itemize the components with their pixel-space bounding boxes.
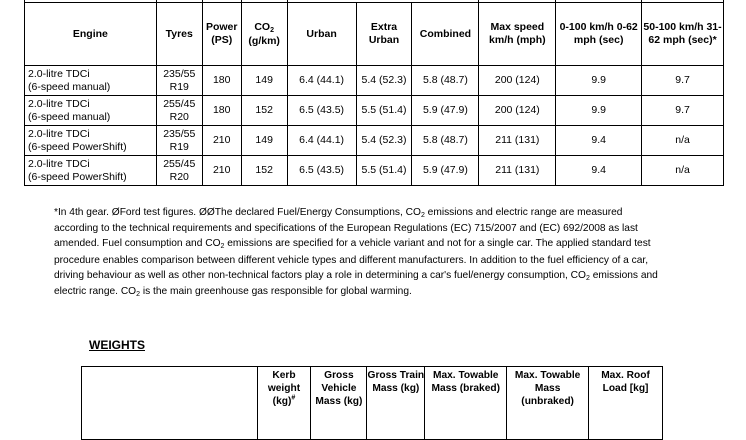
- tyre-size: 255/45: [163, 157, 196, 170]
- kerb-weight-footnote-mark: #: [291, 394, 296, 402]
- co2-header-subscript: 2: [270, 26, 274, 34]
- footnote-text-4: emissions and electric range. CO: [54, 269, 658, 298]
- kerb-weight-header: [257, 367, 311, 440]
- accel-50-100-header: 50-100 km/h 31-62 mph (sec)*: [642, 3, 724, 66]
- accel-0-100-header: 0-100 km/h 0-62 mph (sec): [556, 3, 642, 66]
- tyres-cell: [156, 66, 202, 96]
- engine-cell: [25, 156, 157, 186]
- power-header: Power (PS): [202, 3, 241, 66]
- co2-header-unit: (g/km): [248, 34, 280, 47]
- max-speed-cell: 200 (124): [479, 66, 556, 96]
- table-row: [25, 156, 724, 186]
- co2-subscript: 2: [136, 291, 141, 299]
- co2-subscript: 2: [585, 274, 590, 282]
- extra-urban-cell: 5.5 (51.4): [356, 96, 412, 126]
- combined-cell: 5.8 (48.7): [412, 126, 479, 156]
- column-header-row: [25, 3, 724, 66]
- max-towable-unbraked-header: Max. Towable Mass (unbraked): [507, 367, 589, 440]
- footnote-text-2: emissions and electric range are measured according to the technical requirements and specifications of the European Regulations (EC) 715/2007 and (EC) 692/2008 as last amended. Fuel consumption and CO: [54, 207, 638, 250]
- engine-specs-table: [24, 0, 724, 186]
- tyre-size: 255/45: [163, 97, 196, 110]
- combined-cell: 5.8 (48.7): [412, 66, 479, 96]
- weights-table: [81, 366, 663, 440]
- engine-name: 2.0-litre TDCi: [28, 97, 90, 110]
- weights-blank-header: [82, 367, 258, 440]
- accel-50-100-cell: 9.7: [642, 96, 724, 126]
- tyre-size: 235/55: [163, 67, 196, 80]
- urban-cell: 6.5 (43.5): [287, 156, 356, 186]
- kerb-weight-label: Kerb weight (kg): [267, 370, 301, 407]
- accel-0-100-cell: 9.9: [556, 96, 642, 126]
- table-row: [25, 66, 724, 96]
- accel-50-100-cell: 9.7: [642, 66, 724, 96]
- gross-vehicle-mass-header: Gross Vehicle Mass (kg): [311, 367, 367, 440]
- combined-header: Combined: [412, 3, 479, 66]
- co2-header-label: CO: [254, 20, 271, 33]
- co2-header: [241, 3, 287, 66]
- power-cell: 210: [202, 126, 241, 156]
- tyres-cell: [156, 156, 202, 186]
- transmission: (6-speed PowerShift): [28, 170, 127, 183]
- max-towable-braked-header: Max. Towable Mass (braked): [425, 367, 507, 440]
- max-speed-cell: 211 (131): [479, 156, 556, 186]
- combined-cell: 5.9 (47.9): [412, 96, 479, 126]
- tyres-cell: [156, 96, 202, 126]
- weights-header-row: [82, 367, 663, 440]
- footnote-text-5: is the main greenhouse gas responsible for global warming.: [140, 286, 412, 298]
- engine-name: 2.0-litre TDCi: [28, 157, 90, 170]
- accel-0-100-cell: 9.4: [556, 156, 642, 186]
- footnote-text-3: emissions are specified for a vehicle variant and not for a single car. The applied standard test procedure enables comparison between different vehicle types and different manufacturers. In addition to the fuel efficiency of a car, driving behaviour as well as other non-technical factors play a role in determining a car's fuel/energy consumption, CO: [54, 238, 651, 281]
- extra-urban-cell: 5.4 (52.3): [356, 126, 412, 156]
- combined-cell: 5.9 (47.9): [412, 156, 479, 186]
- engine-cell: [25, 126, 157, 156]
- transmission: (6-speed manual): [28, 110, 111, 123]
- co2-cell: 149: [241, 66, 287, 96]
- emissions-footnote: [54, 205, 664, 300]
- table-row: [25, 126, 724, 156]
- power-cell: 210: [202, 156, 241, 186]
- table-row: [25, 96, 724, 126]
- transmission: (6-speed PowerShift): [28, 140, 127, 153]
- extra-urban-cell: 5.4 (52.3): [356, 66, 412, 96]
- co2-subscript: 2: [420, 212, 425, 219]
- tyre-size: 235/55: [163, 127, 196, 140]
- urban-header: Urban: [287, 3, 356, 66]
- urban-cell: 6.4 (44.1): [287, 126, 356, 156]
- co2-cell: 149: [241, 126, 287, 156]
- rim-size: R20: [169, 170, 189, 183]
- accel-0-100-cell: 9.9: [556, 66, 642, 96]
- transmission: (6-speed manual): [28, 80, 111, 93]
- extra-urban-cell: 5.5 (51.4): [356, 156, 412, 186]
- max-roof-load-header: Max. Roof Load [kg]: [589, 367, 663, 440]
- engine-name: 2.0-litre TDCi: [28, 67, 90, 80]
- accel-0-100-cell: 9.4: [556, 126, 642, 156]
- co2-cell: 152: [241, 156, 287, 186]
- engine-name: 2.0-litre TDCi: [28, 127, 90, 140]
- extra-urban-header: Extra Urban: [356, 3, 412, 66]
- power-cell: 180: [202, 66, 241, 96]
- accel-50-100-cell: n/a: [642, 156, 724, 186]
- tyres-cell: [156, 126, 202, 156]
- power-cell: 180: [202, 96, 241, 126]
- weights-heading: WEIGHTS: [89, 338, 145, 352]
- rim-size: R20: [169, 110, 189, 123]
- co2-cell: 152: [241, 96, 287, 126]
- engine-header: Engine: [25, 3, 157, 66]
- gross-train-mass-header: Gross Train Mass (kg): [367, 367, 425, 440]
- urban-cell: 6.5 (43.5): [287, 96, 356, 126]
- max-speed-cell: 211 (131): [479, 126, 556, 156]
- urban-cell: 6.4 (44.1): [287, 66, 356, 96]
- rim-size: R19: [169, 140, 189, 153]
- co2-subscript: 2: [220, 243, 225, 251]
- max-speed-cell: 200 (124): [479, 96, 556, 126]
- rim-size: R19: [169, 80, 189, 93]
- footnote-text-1: *In 4th gear. ØFord test figures. ØØThe declared Fuel/Energy Consumptions, CO: [54, 207, 421, 218]
- tyres-header: Tyres: [156, 3, 202, 66]
- engine-cell: [25, 96, 157, 126]
- engine-cell: [25, 66, 157, 96]
- accel-50-100-cell: n/a: [642, 126, 724, 156]
- max-speed-header: Max speed km/h (mph): [479, 3, 556, 66]
